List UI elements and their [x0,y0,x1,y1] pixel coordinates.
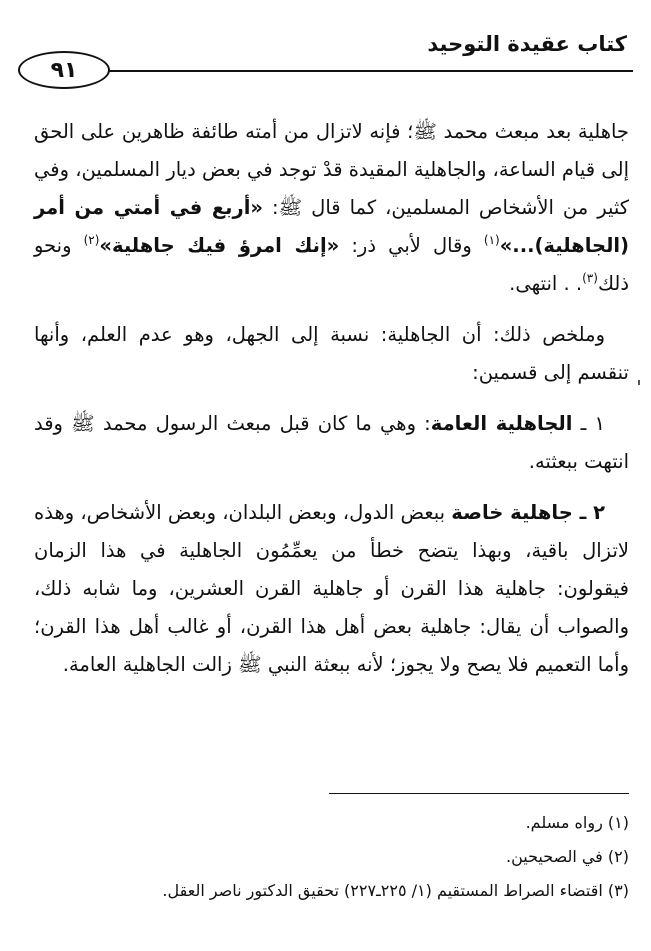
section-term: جاهلية خاصة [451,501,573,524]
hadith-quote: «إنك امرؤ فيك جاهلية» [99,234,340,257]
margin-mark [638,380,640,385]
page-number-oval [18,51,110,89]
text-segment: : وهي ما كان قبل مبعث الرسول محمد ﷺ وقد انتهت ببعثته. [34,412,629,473]
text-segment: جاهلية بعد مبعث محمد ﷺ؛ فإنه لاتزال من أمته طائفة ظاهرين على الحق إلى قيام الساعة، والجاهلية المقيدة قدْ توجد في بعض ديار المسلمين، وفي كثير من الأشخاص المسلمين، كما قال ﷺ: [34,120,629,219]
footnote-3: (٣) اقتضاء الصراط المستقيم (١/ ٢٢٥ـ٢٢٧) تحقيق الدكتور ناصر العقل. [162,881,629,900]
text-segment: وقال لأبي ذر: [339,234,484,257]
footnote-1: (١) رواه مسلم. [525,813,629,832]
paragraph-4 [34,494,629,684]
paragraph-2 [34,316,629,392]
page-header [18,28,633,88]
text-segment: ببعض الدول، وبعض البلدان، وبعض الأشخاص، وهذه لاتزال باقية، وبهذا يتضح خطأ من يعمِّمُون الجاهلية في هذا الزمان فيقولون: جاهلية هذا القرن أو جاهلية القرن العشرين، وما شابه ذلك، والصواب أن يقال: جاهلية بعض أهل هذا القرن، أو غالب أهل هذا القرن؛ وأما التعميم فلا يصح ولا يجوز؛ لأنه ببعثة النبي ﷺ زالت الجاهلية العامة. [34,501,629,676]
footnote-2: (٢) في الصحيحين. [505,847,629,866]
list-number: ٢ ـ [572,501,605,524]
footnotes [34,806,629,908]
running-title: كتاب عقيدة التوحيد [427,32,627,56]
list-number: ١ ـ [572,412,606,435]
page-number: ٩١ [50,57,78,83]
hadith-quote: «أربع في أمتي من أمر (الجاهلية)...» [34,196,629,257]
header-rule [88,70,633,72]
footnote-ref: (١) [483,233,500,247]
footnote-separator [329,793,629,794]
paragraph-3 [34,405,629,481]
section-term: الجاهلية العامة [430,412,573,435]
main-text [34,113,629,684]
text-segment: وملخص ذلك: أن الجاهلية: نسبة إلى الجهل، وهو عدم العلم، وأنها تنقسم إلى قسمين: [34,323,629,384]
footnote-ref: (٢) [83,233,100,247]
footnote-ref: (٣) [582,271,598,285]
text-segment: . . انتهى. [509,272,583,295]
text-segment: ونحو ذلك [34,234,629,295]
paragraph-1 [34,113,629,303]
